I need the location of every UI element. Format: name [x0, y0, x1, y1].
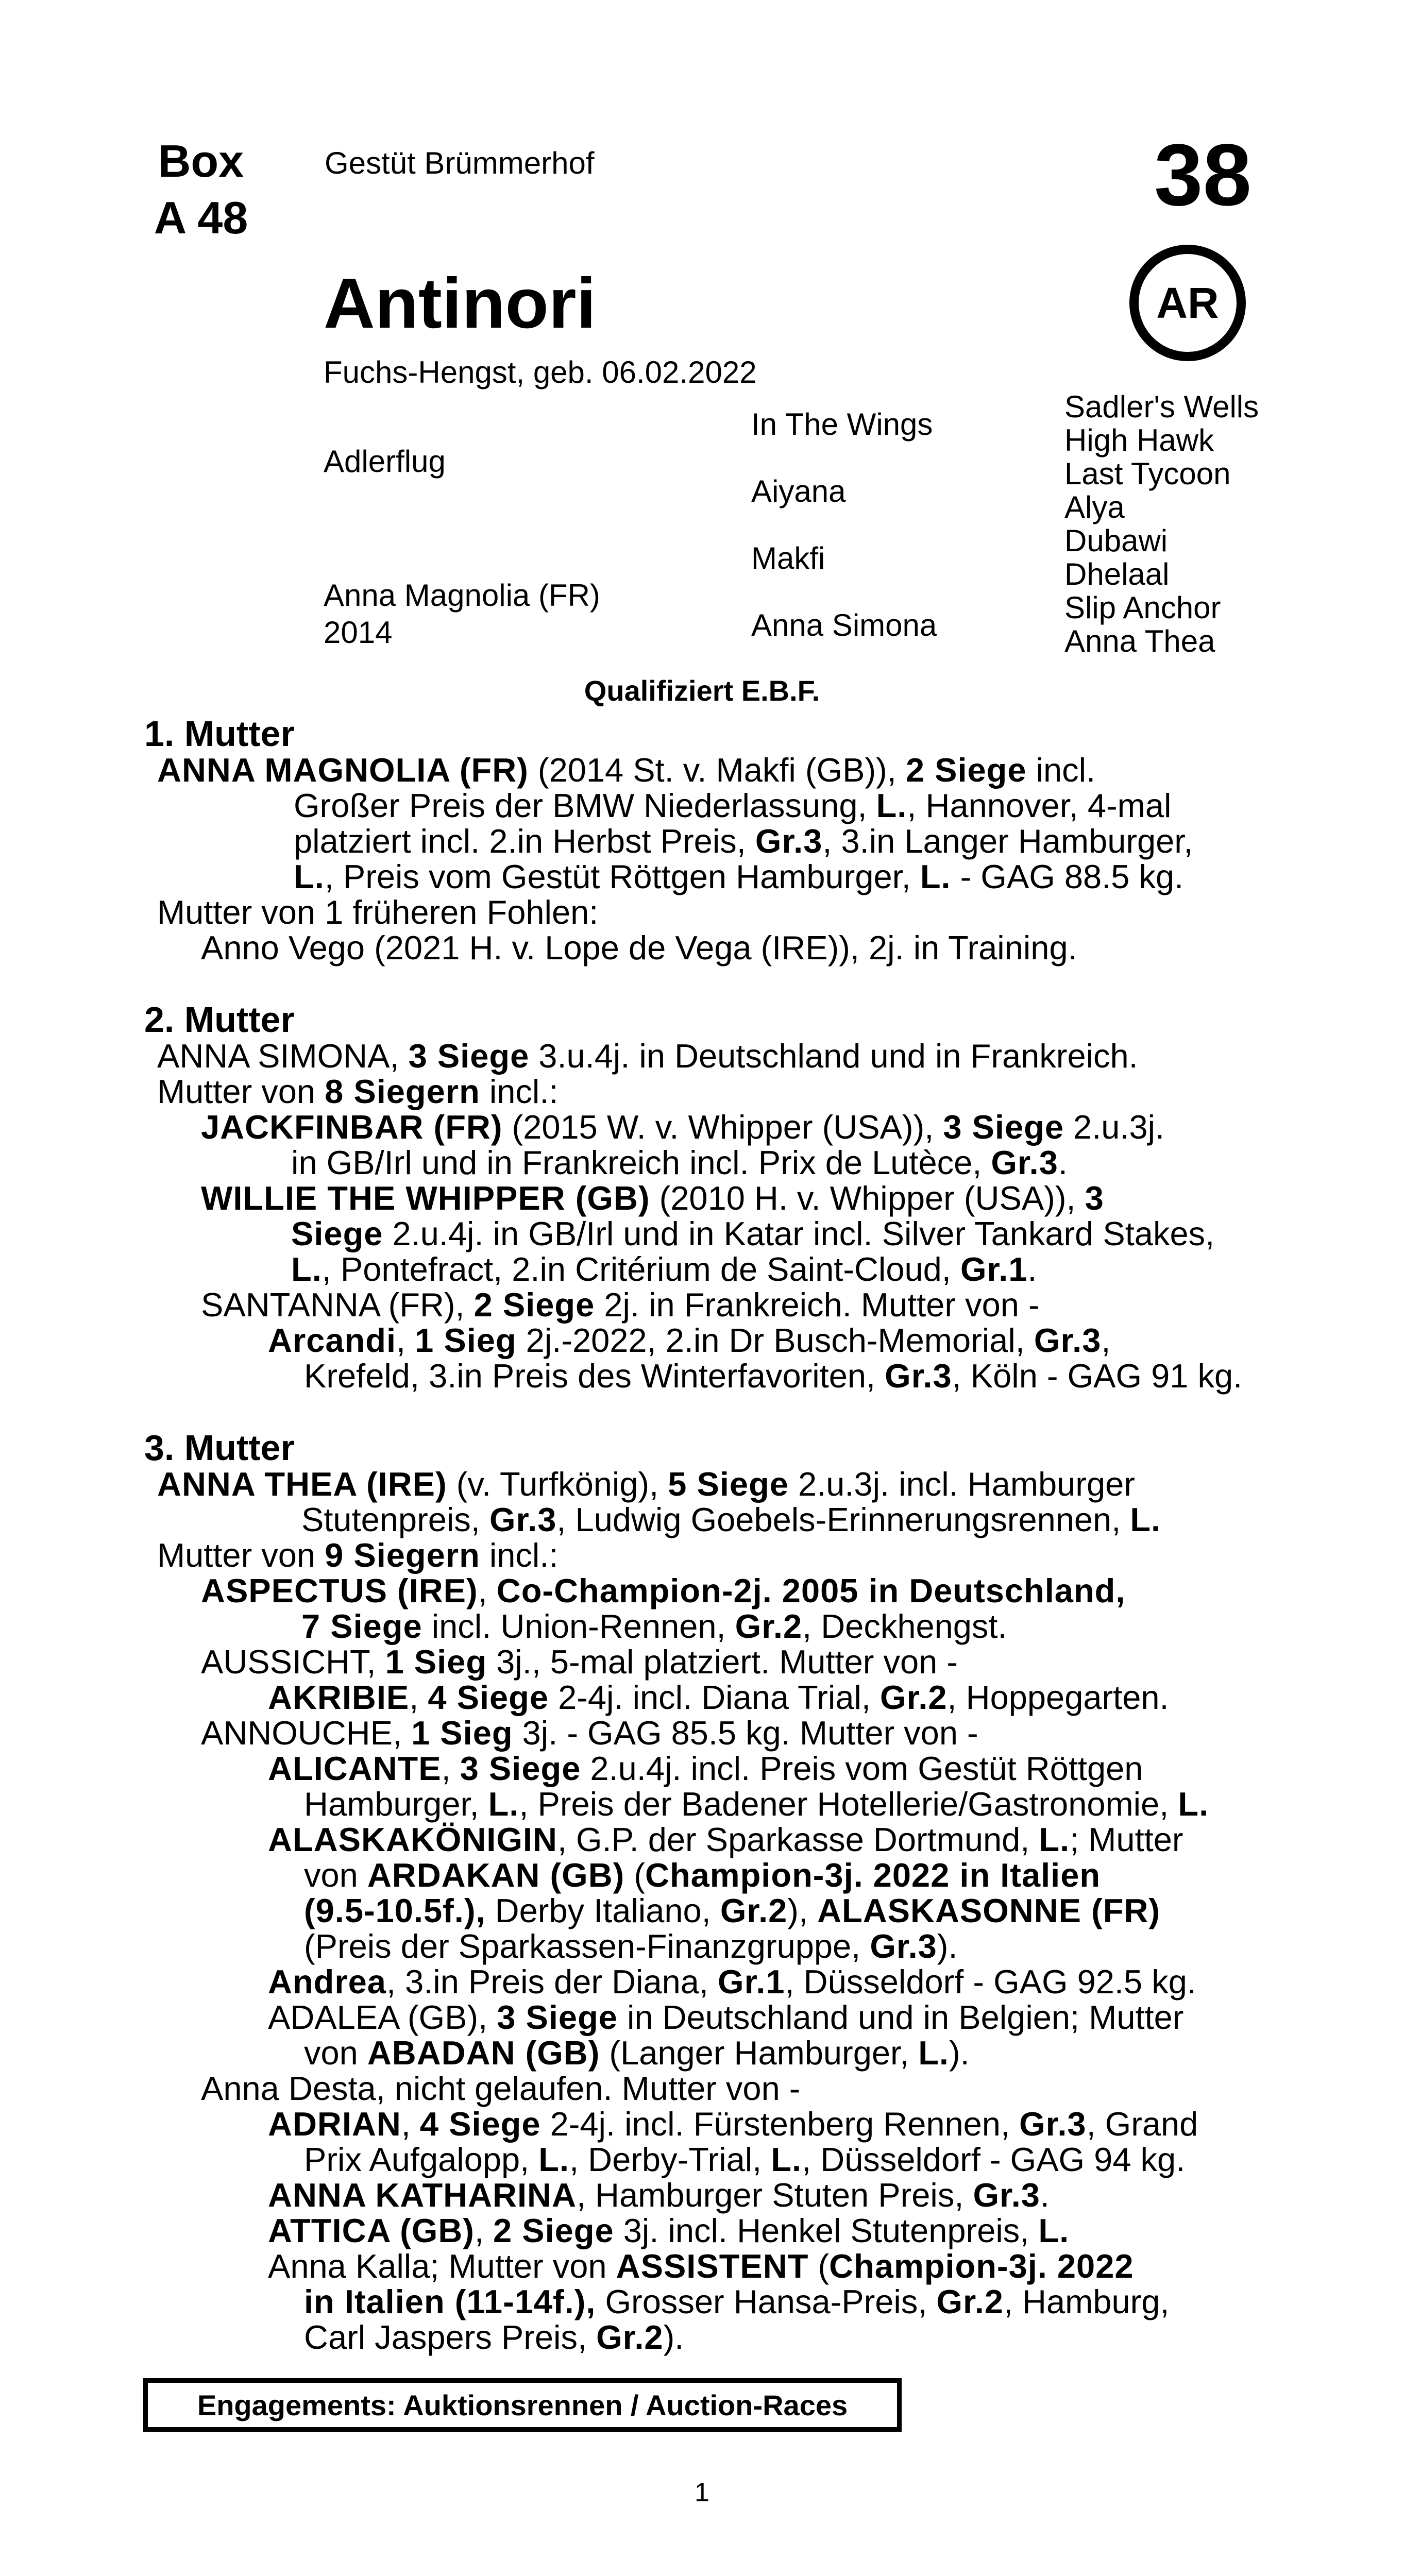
engagements-label: Engagements: Auktionsrennen / Auction-Races — [197, 2388, 848, 2421]
record-line: Carl Jaspers Preis, Gr.2). — [304, 2318, 684, 2356]
badge-label: AR — [1156, 278, 1219, 327]
record-line: Mutter von 9 Siegern incl.: — [157, 1536, 559, 1574]
record-line: ADRIAN, 4 Siege 2-4j. incl. Fürstenberg Rennen, Gr.3, Grand — [268, 2105, 1198, 2143]
great-grandparent-1: Sadler's Wells — [1064, 389, 1259, 424]
great-grandparent-8: Anna Thea — [1064, 624, 1215, 658]
record-line: ANNA MAGNOLIA (FR) (2014 St. v. Makfi (GB)), 2 Siege incl. — [157, 751, 1096, 789]
record-line: AKRIBIE, 4 Siege 2-4j. incl. Diana Trial, Gr.2, Hoppegarten. — [268, 1679, 1169, 1716]
page-number: 1 — [695, 2478, 709, 2507]
record-line: ALASKAKÖNIGIN, G.P. der Sparkasse Dortmund, L.; Mutter — [268, 1821, 1183, 1858]
record-line: Anno Vego (2021 H. v. Lope de Vega (IRE)), 2j. in Training. — [201, 929, 1077, 967]
engagements-box — [143, 2378, 902, 2432]
record-line: Arcandi, 1 Sieg 2j.-2022, 2.in Dr Busch-Memorial, Gr.3, — [268, 1321, 1111, 1359]
great-grandparent-5: Dubawi — [1064, 523, 1168, 558]
record-line: ADALEA (GB), 3 Siege in Deutschland und in Belgien; Mutter — [268, 1998, 1184, 2036]
horse-description: Fuchs-Hengst, geb. 06.02.2022 — [324, 355, 757, 389]
lot-number: 38 — [1154, 126, 1252, 224]
grandparent-3: Makfi — [751, 541, 825, 575]
record-line: SANTANNA (FR), 2 Siege 2j. in Frankreich. Mutter von - — [201, 1286, 1040, 1324]
grandparent-2: Aiyana — [751, 474, 846, 509]
record-line: in GB/Irl und in Frankreich incl. Prix de Lutèce, Gr.3. — [291, 1144, 1068, 1181]
record-line: L., Preis vom Gestüt Röttgen Hamburger, L. - GAG 88.5 kg. — [294, 858, 1184, 895]
record-line: Anna Kalla; Mutter von ASSISTENT (Champion-3j. 2022 — [268, 2247, 1134, 2285]
section-title: 2. Mutter — [144, 999, 295, 1040]
record-line: platziert incl. 2.in Herbst Preis, Gr.3, 3.in Langer Hamburger, — [294, 822, 1193, 860]
record-line: Mutter von 1 früheren Fohlen: — [157, 893, 599, 931]
record-line: (9.5-10.5f.), Derby Italiano, Gr.2), ALASKASONNE (FR) — [304, 1892, 1161, 1929]
record-line: WILLIE THE WHIPPER (GB) (2010 H. v. Whipper (USA)), 3 — [201, 1179, 1104, 1217]
produce-record — [144, 715, 1262, 2355]
record-line: (Preis der Sparkassen-Finanzgruppe, Gr.3). — [304, 1927, 958, 1965]
record-line: ATTICA (GB), 2 Siege 3j. incl. Henkel Stutenpreis, L. — [268, 2212, 1070, 2249]
record-line: Großer Preis der BMW Niederlassung, L., Hannover, 4-mal — [294, 787, 1172, 824]
section-title: 1. Mutter — [144, 714, 295, 754]
ar-badge — [1129, 245, 1246, 361]
record-line: von ABADAN (GB) (Langer Hamburger, L.). — [304, 2034, 970, 2072]
record-line: von ARDAKAN (GB) (Champion-3j. 2022 in Italien — [304, 1856, 1101, 1894]
dam-year: 2014 — [324, 615, 393, 650]
record-line: Siege 2.u.4j. in GB/Irl und in Katar incl. Silver Tankard Stakes, — [291, 1215, 1215, 1252]
record-line: ANNA SIMONA, 3 Siege 3.u.4j. in Deutschland und in Frankreich. — [157, 1037, 1138, 1075]
record-line: AUSSICHT, 1 Sieg 3j., 5-mal platziert. Mutter von - — [201, 1643, 958, 1681]
box-number: A 48 — [154, 192, 248, 243]
great-grandparent-6: Dhelaal — [1064, 557, 1170, 591]
record-line: Andrea, 3.in Preis der Diana, Gr.1, Düsseldorf - GAG 92.5 kg. — [268, 1963, 1196, 2001]
box-label: Box — [158, 135, 244, 187]
record-line: Hamburger, L., Preis der Badener Hotellerie/Gastronomie, L. — [304, 1785, 1209, 1823]
grandparent-1: In The Wings — [751, 407, 933, 442]
record-line: ASPECTUS (IRE), Co-Champion-2j. 2005 in Deutschland, — [201, 1572, 1126, 1609]
record-line: Stutenpreis, Gr.3, Ludwig Goebels-Erinnerungsrennen, L. — [301, 1501, 1161, 1538]
grandparent-4: Anna Simona — [751, 608, 937, 642]
breeder: Gestüt Brümmerhof — [325, 146, 595, 180]
record-line: in Italien (11-14f.), Grosser Hansa-Preis, Gr.2, Hamburg, — [304, 2283, 1170, 2320]
section-title: 3. Mutter — [144, 1428, 295, 1468]
record-line: ANNA KATHARINA, Hamburger Stuten Preis, Gr.3. — [268, 2176, 1050, 2214]
great-grandparent-7: Slip Anchor — [1064, 590, 1221, 625]
great-grandparent-3: Last Tycoon — [1064, 456, 1231, 491]
record-line: L., Pontefract, 2.in Critérium de Saint-Cloud, Gr.1. — [291, 1250, 1037, 1288]
great-grandparent-4: Alya — [1064, 490, 1125, 524]
record-line: 7 Siege incl. Union-Rennen, Gr.2, Deckhengst. — [301, 1607, 1007, 1645]
record-line: Prix Aufgalopp, L., Derby-Trial, L., Düsseldorf - GAG 94 kg. — [304, 2141, 1186, 2178]
record-line: ANNA THEA (IRE) (v. Turfkönig), 5 Siege 2.u.3j. incl. Hamburger — [157, 1465, 1135, 1503]
record-line: ANNOUCHE, 1 Sieg 3j. - GAG 85.5 kg. Mutter von - — [201, 1714, 978, 1752]
horse-name: Antinori — [324, 264, 596, 343]
record-line: JACKFINBAR (FR) (2015 W. v. Whipper (USA)), 3 Siege 2.u.3j. — [201, 1108, 1165, 1146]
great-grandparent-2: High Hawk — [1064, 423, 1214, 457]
qualification: Qualifiziert E.B.F. — [584, 674, 820, 707]
record-line: ALICANTE, 3 Siege 2.u.4j. incl. Preis vom Gestüt Röttgen — [268, 1750, 1143, 1787]
sire: Adlerflug — [324, 444, 446, 479]
record-line: Mutter von 8 Siegern incl.: — [157, 1073, 559, 1110]
dam: Anna Magnolia (FR) — [324, 578, 600, 613]
record-line: Krefeld, 3.in Preis des Winterfavoriten, Gr.3, Köln - GAG 91 kg. — [304, 1357, 1243, 1395]
record-line: Anna Desta, nicht gelaufen. Mutter von - — [201, 2070, 801, 2107]
